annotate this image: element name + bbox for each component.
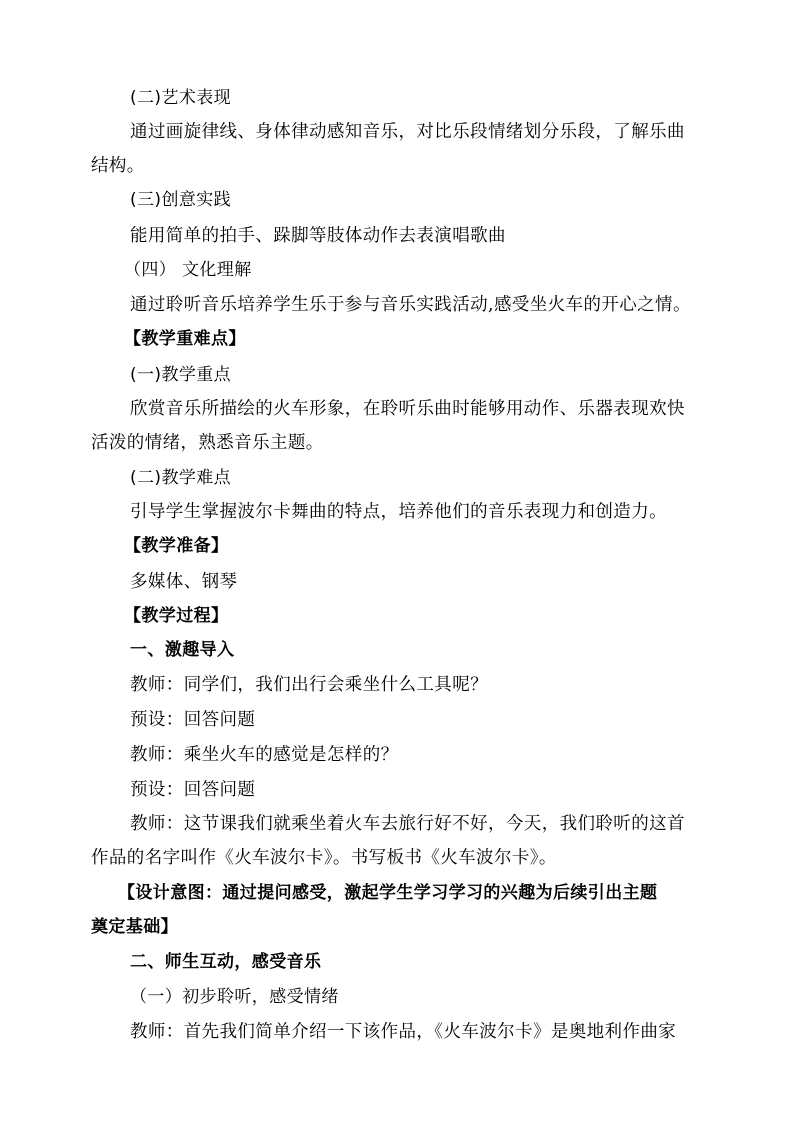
difficult-point-heading: (二)教学难点 [130, 468, 232, 488]
part2-teacher-line1: 教师：首先我们简单介绍一下该作品，《火车波尔卡》是奥地利作曲家 [130, 1022, 677, 1042]
creative-practice-body: 能用简单的拍手、跺脚等肢体动作去表演唱歌曲 [130, 226, 506, 246]
creative-practice-heading: (三)创意实践 [130, 190, 232, 210]
preparation-body: 多媒体、钢琴 [130, 572, 238, 592]
art-expression-body-line1: 通过画旋律线、身体律动感知音乐，对比乐段情绪划分乐段，了解乐曲 [130, 122, 685, 142]
part2-heading: 二、师生互动，感受音乐 [130, 952, 322, 972]
process-title: 【教学过程】 [124, 606, 229, 626]
key-point-heading: (一)教学重点 [130, 365, 232, 385]
dialogue-line: 教师：同学们，我们出行会乘坐什么工具呢？ [130, 675, 488, 695]
preparation-title: 【教学准备】 [124, 536, 229, 556]
design-intent-line1: 【设计意图：通过提问感受，激起学生学习学习的兴趣为后续引出主题 [118, 883, 658, 903]
difficult-point-body: 引导学生掌握波尔卡舞曲的特点，培养他们的音乐表现力和创造力。 [130, 502, 667, 522]
cultural-understanding-heading: （四） 文化理解 [124, 260, 252, 280]
cultural-understanding-body: 通过聆听音乐培养学生乐于参与音乐实践活动,感受坐火车的开心之情。 [130, 295, 691, 315]
key-point-body-line1: 欣赏音乐所描绘的火车形象，在聆听乐曲时能够用动作、乐器表现欢快 [130, 399, 685, 419]
key-difficult-title: 【教学重难点】 [124, 329, 246, 349]
teacher-intro-line2: 作品的名字叫作《火车波尔卡》。书写板书《火车波尔卡》。 [91, 848, 557, 868]
key-point-body-line2: 活泼的情绪，熟悉音乐主题。 [91, 433, 324, 453]
teacher-intro-line1: 教师：这节课我们就乘坐着火车去旅行好不好，今天，我们聆听的这首 [130, 814, 685, 834]
part1-heading: 一、激趣导入 [130, 640, 235, 660]
dialogue-line: 教师：乘坐火车的感觉是怎样的？ [130, 745, 399, 765]
dialogue-line: 预设：回答问题 [130, 780, 256, 800]
dialogue-line: 预设：回答问题 [130, 710, 256, 730]
art-expression-body-line2: 结构。 [91, 156, 145, 176]
part2-sub-heading: （一）初步聆听，感受情绪 [130, 987, 339, 1007]
design-intent-line2: 奠定基础】 [91, 917, 178, 937]
art-expression-heading: (二)艺术表现 [130, 88, 232, 108]
